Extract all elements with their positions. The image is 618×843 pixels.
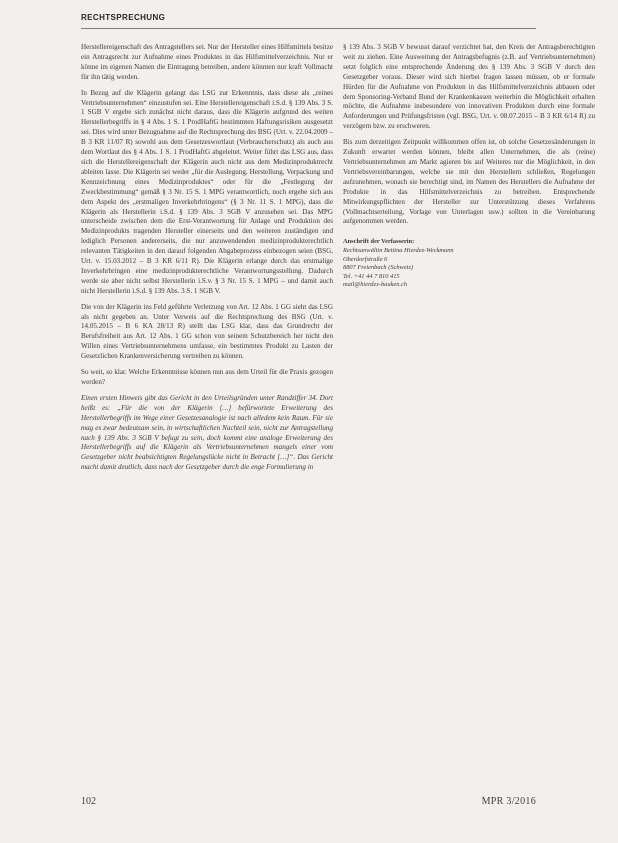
left-column	[81, 43, 333, 479]
author-street: Oberdorfstraße 6	[343, 255, 388, 263]
section-label: RECHTSPRECHUNG	[81, 13, 166, 22]
paragraph: § 139 Abs. 3 SGB V bewusst darauf verzichtet hat, den Kreis der Antragsberechtigten weit zu ziehen. Eine Ausweitung der Antragsbefugnis (z.B. auf Vertriebsunternehmen) setzt folglich eine entsprechende Änderung des § 139 Abs. 3 SGB V durch den Gesetzgeber voraus. Dieser wird sich hierbei fragen lassen müssen, ob er formale Hürden für die Aufnahme von Produkten in das Hilfsmittelverzeichnis abbauen oder dem Sponsoring-Verband Bund der Krankenkassen weiterhin die Möglichkeit erhalten möchte, die Aufnahme insbesondere von innovativen Produkten durch eine formale Anforderungen und Prüfungsfristen (vgl. BSG, Urt. v. 08.07.2015 – B 3 KR 6/14 R) zu verzögern bzw. zu erschweren.	[343, 43, 595, 131]
journal-issue: MPR 3/2016	[481, 796, 536, 807]
author-phone: Tel. +41 44 7 810 415	[343, 272, 400, 280]
paragraph: In Bezug auf die Klägerin gelangt das LSG zur Erkenntnis, dass diese als „reines Vertriebsunternehmen“ einzustufen sei. Eine Herstellereigenschaft i.S.d. § 139 Abs. 3 S. 1 SGB V ergebe sich zunächst nicht daraus, dass die Klägerin aufgrund des weiten Herstellerbegriffs in § 4 Abs. 1 S. 1 ProdHaftG bestimmten Haftungsrisiken ausgesetzt sei. Dies wird unter Bezugnahme auf die Rechtsprechung des BSG (Urt. v. 22.04.2009 – B 3 KR 11/07 R) sowohl aus dem Gesetzeswortlaut (Verbraucherschutz) als auch aus dem Wortlaut des § 4 Abs. 1 S. 1 ProdHaftG abgeleitet. Weiter führt das LSG aus, dass sich die Herstellereigenschaft der Klägerin auch nicht aus dem Medizinproduktrecht ableiten lasse. Die Klägerin sei weder „für die Auslegung, Herstellung, Verpackung und Kennzeichnung eines Medizinproduktes“ oder für die „Festlegung der Zweckbestimmung“ gemäß § 3 Nr. 15 S. 1 MPG verantwortlich, noch ergebe sich aus dem Aspekt des „erstmaligen Inverkehrbringens“ (§ 3 Nr. 11 S. 1 MPG), dass die Klägerin als Herstellerin i.S.d. § 139 Abs. 3 SGB V anzusehen sei. Das MPG unterscheide zwischen dem die Erst-Verantwortung für Anlage und Produktion des Medizinprodukts tragenden Hersteller einerseits und den weiteren zuständigen und lediglich Personen andererseits, die nur anzuwendenden medizinprodukterechtlich relevanten Tätigkeiten in den darauf folgenden Abgabeprozess einbezogen seien (BSG, Urt. v. 15.03.2012 – B 3 KR 6/11 R). Die Klägerin erlange durch das erstmalige Inverkehrbringen eine medizinprodukterechtliche Verantwortungsstellung. Dadurch werde sie aber nicht selbst Herstellerin i.S.v. § 3 Nr. 15 S. 1 MPG – und damit auch nicht Herstellerin i.S.d. § 139 Abs. 3 S. 1 SGB V.	[81, 88, 333, 295]
author-name: Rechtsanwältin Bettina Hierdez-Weckmann	[343, 246, 454, 254]
author-city: 8807 Freienbach (Schweiz)	[343, 264, 414, 272]
paragraph: Herstellereigenschaft des Antragstellers sei. Nur der Hersteller eines Hilfsmittels besitze ein Antragsrecht zur Aufnahme eines Produktes in das Hilfsmittelverzeichnis. Nur er könne im eigenen Namen die Eintragung betreiben, andere könnten nur kraft Vollmacht für ihn tätig werden.	[81, 43, 333, 81]
author-heading: Anschrift der Verfasserin:	[343, 238, 415, 246]
paragraph: Bis zum derzeitigen Zeitpunkt willkommen offen ist, ob solche Gesetzesänderungen in Zukunft erwartet werden können, bleibt allen Unternehmen, die als (reine) Vertriebsunternehmen am Markt agieren bis auf Weiteres nur die Möglichkeit, in den Vertriebsvereinbarungen, welche sie mit den Herstellern schließen, Regelungen aufzunehmen, wonach sie berechtigt sind, im Namen des Herstellers die Aufnahme der Produkte in das Hilfsmittelverzeichnis zu betreiben. Entsprechende Mitwirkungspflichten der Hersteller zur Unterstützung dieses Verfahrens (Vollmachtserteilung, Vorlage von Unterlagen usw.) sollten in die Vereinbarung aufgenommen werden.	[343, 138, 595, 226]
paragraph: Die von der Klägerin ins Feld geführte Verletzung von Art. 12 Abs. 1 GG sieht das LSG als nicht gegeben an. Unter Verweis auf die Rechtsprechung des BSG (Urt. v. 14.05.2015 – B 6 KA 28/13 R) stellt das LSG klar, dass das Grundrecht der Berufsfreiheit aus Art. 12 Abs. 1 GG schon von seinem Schutzbereich her nicht den Willen eines Vertriebsunternehmens umfasse, ein bestimmtes Produkt zu Lasten der Gesetzlichen Krankenversicherung vertreiben zu können.	[81, 302, 333, 361]
page-number: 102	[81, 796, 96, 807]
author-address	[343, 238, 595, 290]
paragraph: So weit, so klar. Welche Erkenntnisse können nun aus dem Urteil für die Praxis gezogen werden?	[81, 368, 333, 386]
right-column	[343, 43, 595, 290]
paragraph-quote: Einen ersten Hinweis gibt das Gericht in den Urteilsgründen unter Randziffer 34. Dort heißt es: „Für die von der Klägerin […] befürwortete Erweiterung des Herstellerbegriffs im Wege einer Gesetzesanalogie ist nach alledem kein Raum. Für sie mag es zwar bedeutsam sein, in wirtschaftlichen Nachteil sein, nicht zur Antragstellung nach § 139 Abs. 3 SGB V befugt zu sein, doch kommt eine analoge Erweiterung des Herstellerbegriffs auf die Klägerin als Vertriebsunternehmen mangels einer vom Gesetzgeber nicht beabsichtigten Regelungslücke nicht in Betracht […]“. Das Gericht macht damit deutlich, dass nach der Gesetzgeber durch die enge Formulierung in	[81, 393, 333, 472]
author-email[interactable]: mail@hierdez-bauken.ch	[343, 281, 408, 289]
header-rule	[81, 28, 536, 29]
